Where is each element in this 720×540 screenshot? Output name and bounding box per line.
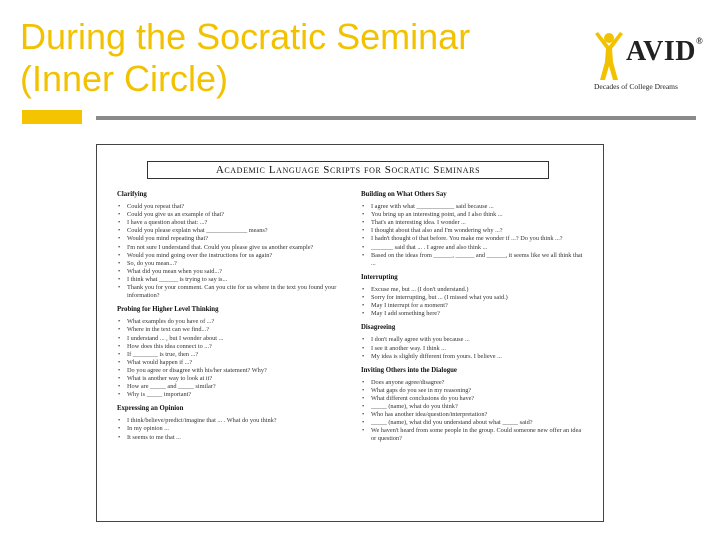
list-item: • I see it another way. I think ... <box>371 345 587 353</box>
list-item: • Who has another idea/question/interpretation? <box>371 411 587 419</box>
logo-tagline: Decades of College Dreams <box>594 82 678 91</box>
section-title: Clarifying <box>117 191 147 198</box>
slide-title-line-2: (Inner Circle) <box>20 58 229 99</box>
list-item: • How does this idea connect to ...? <box>127 343 343 351</box>
list-item: • You bring up an interesting point, and I also think ... <box>371 211 587 219</box>
list-item: • What would happen if ...? <box>127 359 343 367</box>
list-item: • If ________ is true, then ...? <box>127 351 343 359</box>
logo-word: AVID <box>626 36 696 67</box>
list-item: • It seems to me that ... <box>127 434 343 442</box>
list-item: • How are _____ and _____ similar? <box>127 383 343 391</box>
list-item: • What examples do you have of ...? <box>127 318 343 326</box>
list-item: • _____ (name), what did you understand about what _____ said? <box>371 419 587 427</box>
script-section <box>117 405 343 441</box>
list-item: • I don't really agree with you because ... <box>371 336 587 344</box>
list-item: • I agree with what ____________ said because ... <box>371 203 587 211</box>
section-title: Interrupting <box>361 273 398 281</box>
list-item: • What gaps do you see in my reasoning? <box>371 387 587 395</box>
title-rule <box>96 116 696 120</box>
list-item: • Based on the ideas from ______, ______ and ______, it seems like we all think that ... <box>371 252 587 268</box>
person-arms-up-icon <box>592 30 626 82</box>
list-item: • Why is _____ important? <box>127 391 343 399</box>
script-section <box>117 191 343 300</box>
list-item: • Could you please explain what _____________ means? <box>127 227 343 235</box>
script-list <box>361 286 587 318</box>
list-item: • Do you agree or disagree with his/her statement? Why? <box>127 367 343 375</box>
list-item: • _____ (name), what do you think? <box>371 403 587 411</box>
script-list <box>117 318 343 399</box>
script-list <box>117 203 343 300</box>
script-section <box>361 367 587 444</box>
list-item: • Sorry for interrupting, but ... (I missed what you said.) <box>371 294 587 302</box>
list-item: • What is another way to look at it? <box>127 375 343 383</box>
list-item: • I have a question about that: ...? <box>127 219 343 227</box>
list-item: • What different conclusions do you have? <box>371 395 587 403</box>
slide-title <box>20 16 470 100</box>
list-item: • Excuse me, but ... (I don't understand.) <box>371 286 587 294</box>
list-item: • That's an interesting idea. I wonder ... <box>371 219 587 227</box>
list-item: • I'm not sure I understand that. Could you please give us another example? <box>127 244 343 252</box>
list-item: • _______ said that ... . I agree and also think ... <box>371 244 587 252</box>
list-item: • Would you mind repeating that? <box>127 235 343 243</box>
logo-wordmark <box>626 36 703 68</box>
avid-logo <box>590 30 704 96</box>
logo-registered-mark: ® <box>695 36 704 46</box>
list-item: • We haven't heard from some people in the group. Could someone new offer an idea or question? <box>371 427 587 443</box>
script-section <box>361 274 587 318</box>
script-list <box>117 417 343 441</box>
section-title: Disagreeing <box>361 324 396 332</box>
list-item: • May I add something here? <box>371 310 587 318</box>
list-item: • My idea is slightly different from yours. I believe ... <box>371 353 587 361</box>
slide-title-line-1: During the Socratic Seminar <box>20 16 471 57</box>
list-item: • Would you mind going over the instructions for us again? <box>127 252 343 260</box>
list-item: • In my opinion ... <box>127 425 343 433</box>
list-item: • I thought about that also and I'm wondering why ...? <box>371 227 587 235</box>
script-section <box>361 324 587 360</box>
list-item: • Thank you for your comment. Can you cite for us where in the text you found your information? <box>127 284 343 300</box>
list-item: • Could you repeat that? <box>127 203 343 211</box>
document-heading: Academic Language Scripts for Socratic Seminars <box>147 161 549 179</box>
list-item: • Does anyone agree/disagree? <box>371 379 587 387</box>
list-item: • Where in the text can we find...? <box>127 326 343 334</box>
script-list <box>361 379 587 444</box>
list-item: • May I interrupt for a moment? <box>371 302 587 310</box>
accent-bar <box>22 110 82 124</box>
script-section <box>361 191 587 268</box>
list-item: • I hadn't thought of that before. You make me wonder if ...? Do you think ...? <box>371 235 587 243</box>
document-right-column <box>361 191 587 450</box>
script-list <box>361 336 587 360</box>
section-title: Inviting Others into the Dialogue <box>361 366 457 374</box>
section-title: Probing for Higher Level Thinking <box>117 306 219 314</box>
list-item: • What did you mean when you said...? <box>127 268 343 276</box>
list-item: • I think what ______ is trying to say is... <box>127 276 343 284</box>
list-item: • I understand ... , but I wonder about ... <box>127 335 343 343</box>
script-section <box>117 306 343 399</box>
section-title: Building on What Others Say <box>361 191 447 198</box>
script-list <box>361 203 587 268</box>
section-title: Expressing an Opinion <box>117 405 184 413</box>
list-item: • Could you give us an example of that? <box>127 211 343 219</box>
list-item: • I think/believe/predict/imagine that ... . What do you think? <box>127 417 343 425</box>
document-left-column <box>117 191 343 448</box>
scripts-document <box>96 144 604 522</box>
list-item: • So, do you mean...? <box>127 260 343 268</box>
